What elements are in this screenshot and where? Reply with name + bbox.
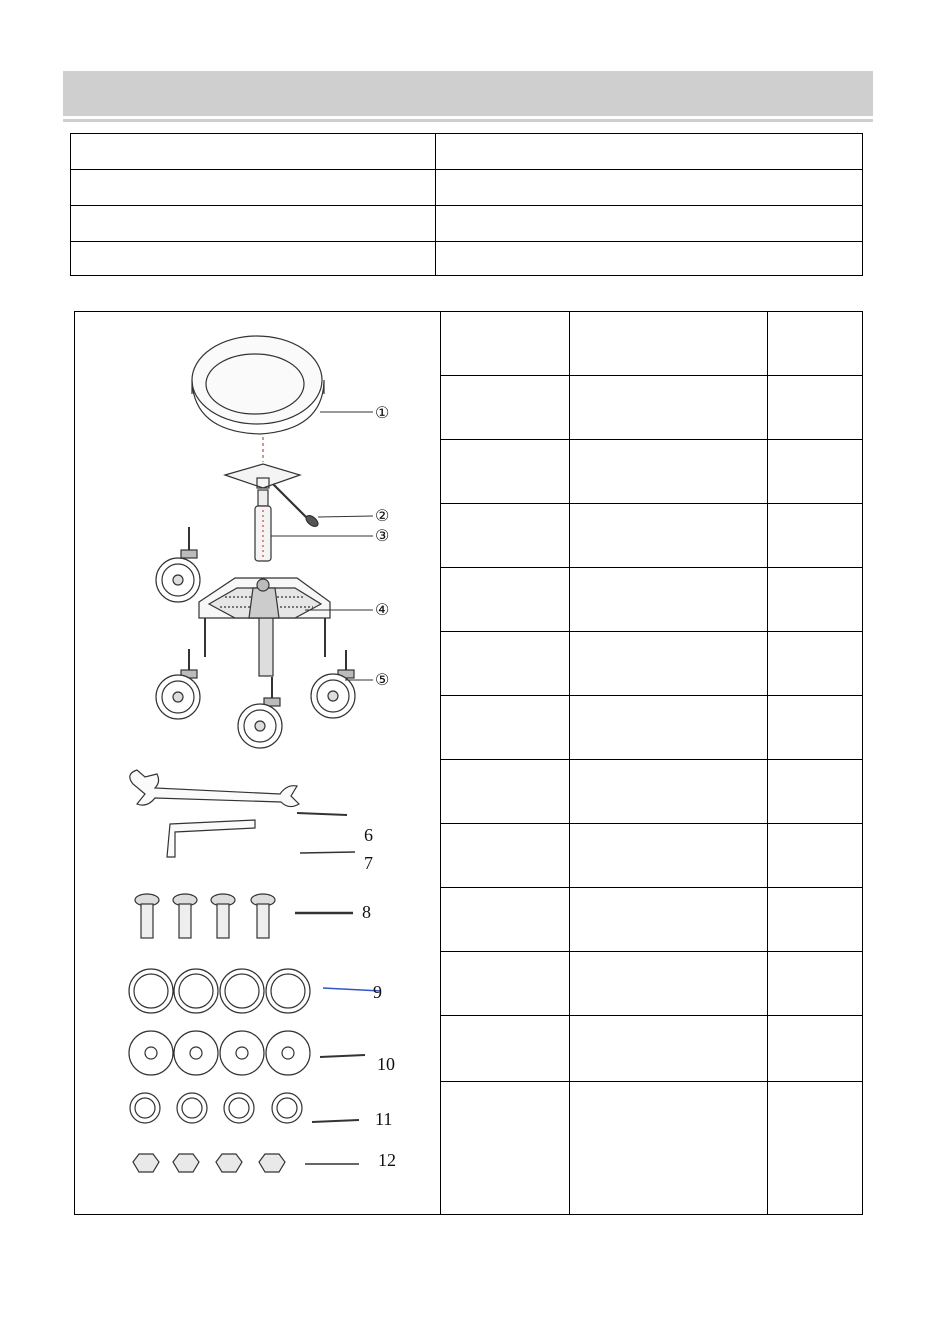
header-description (570, 312, 768, 375)
callout-8: 8 (362, 902, 371, 922)
part-qty (768, 1016, 862, 1081)
specifications-table (70, 133, 863, 276)
table-row (441, 568, 862, 632)
callout-12: 12 (378, 1150, 396, 1170)
part-qty (768, 824, 862, 887)
part-description (570, 888, 768, 951)
spec-label (71, 134, 436, 169)
parts-table (441, 312, 862, 1214)
header-rule (63, 119, 873, 122)
part-qty (768, 760, 862, 823)
section-header-bar (63, 71, 873, 116)
rings-drawing (129, 969, 310, 1013)
part-description (570, 952, 768, 1015)
callout-1: ① (375, 405, 390, 422)
part-qty (768, 696, 862, 759)
spec-row (71, 134, 862, 170)
part-no (441, 1016, 570, 1081)
table-row (441, 1016, 862, 1082)
parts-table-header (441, 312, 862, 376)
table-row (441, 376, 862, 440)
callout-9: 9 (373, 982, 382, 1002)
callout-3: ③ (375, 528, 390, 545)
seat-plate-drawing (225, 464, 320, 529)
spec-value (436, 170, 862, 205)
part-qty (768, 376, 862, 439)
part-description (570, 568, 768, 631)
part-qty (768, 888, 862, 951)
base-frame-drawing (199, 578, 330, 676)
part-qty (768, 504, 862, 567)
callout-4: ④ (375, 602, 390, 619)
part-no (441, 760, 570, 823)
flat-washers-drawing (129, 1031, 310, 1075)
spring-washers-drawing (130, 1093, 302, 1123)
part-description (570, 696, 768, 759)
table-row (441, 696, 862, 760)
spec-label (71, 242, 436, 275)
hex-key-drawing (167, 820, 255, 857)
table-row (441, 1082, 862, 1214)
parts-list-section (74, 311, 863, 1215)
part-description (570, 376, 768, 439)
gas-lift-drawing (255, 490, 271, 561)
part-no (441, 376, 570, 439)
table-row (441, 824, 862, 888)
seat-cushion-drawing (192, 336, 324, 434)
spec-value (436, 134, 862, 169)
table-row (441, 952, 862, 1016)
part-description (570, 760, 768, 823)
callout-10: 10 (377, 1054, 395, 1074)
header-qty (768, 312, 862, 375)
spec-label (71, 206, 436, 241)
part-qty (768, 632, 862, 695)
bolts-drawing (135, 894, 275, 938)
header-no (441, 312, 570, 375)
part-qty (768, 1082, 862, 1214)
spec-value (436, 242, 862, 275)
table-row (441, 888, 862, 952)
callout-7: 7 (364, 853, 373, 873)
part-qty (768, 440, 862, 503)
part-no (441, 632, 570, 695)
table-row (441, 760, 862, 824)
table-row (441, 440, 862, 504)
part-no (441, 824, 570, 887)
callout-6: 6 (364, 825, 373, 845)
callout-2: ② (375, 508, 390, 525)
exploded-parts-illustration (75, 312, 441, 1214)
part-qty (768, 952, 862, 1015)
part-no (441, 1082, 570, 1214)
spec-row (71, 206, 862, 242)
spec-value (436, 206, 862, 241)
table-row (441, 632, 862, 696)
part-description (570, 1082, 768, 1214)
part-description (570, 504, 768, 567)
part-description (570, 824, 768, 887)
callout-5: ⑤ (375, 672, 390, 689)
callout-11: 11 (375, 1109, 393, 1129)
part-no (441, 504, 570, 567)
nuts-drawing (133, 1154, 285, 1172)
part-no (441, 888, 570, 951)
table-row (441, 504, 862, 568)
spec-row (71, 242, 862, 275)
spec-row (71, 170, 862, 206)
part-description (570, 632, 768, 695)
wrench-drawing (130, 770, 299, 807)
part-no (441, 440, 570, 503)
part-qty (768, 568, 862, 631)
part-description (570, 1016, 768, 1081)
part-no (441, 568, 570, 631)
spec-label (71, 170, 436, 205)
part-description (570, 440, 768, 503)
part-no (441, 696, 570, 759)
part-no (441, 952, 570, 1015)
